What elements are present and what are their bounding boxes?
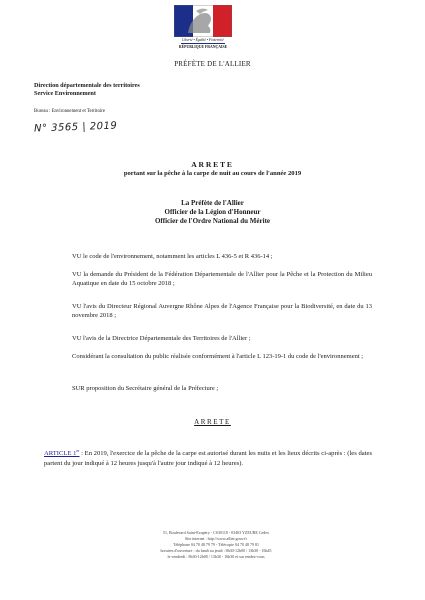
article-1-label-sup: er [76, 448, 80, 453]
direction-block [34, 82, 140, 98]
article-1-label-text: ARTICLE 1 [44, 450, 77, 458]
page-footer [96, 530, 336, 560]
bureau-line: Bureau : Environnement et Territoire [34, 109, 105, 114]
visa-paragraph: VU la demande du Président de la Fédération Départementale de l'Allier pour la Pêche et la Protection du Milieu Aquatique en date du 15 octobre 2018 ; [72, 271, 372, 287]
republic-label: RÉPUBLIQUE FRANÇAISE [178, 44, 228, 49]
document-title: ARRETE [191, 160, 234, 169]
republic-motto: Liberté • Égalité • Fraternité [182, 38, 224, 42]
logo-divider [181, 43, 225, 44]
article-1-text: : En 2019, l'exercice de la pêche de la carpe est autorisé durant les nuits et les lieux décrits ci-après : (les dates partent du jour indiqué à 12 heures jusqu'à l'autre jour indiqué à 12 heures). [44, 450, 373, 467]
considerant-paragraph: Considérant la consultation du public réalisée conformément à l'article L 123-19-1 du code de l'environnement ; [72, 353, 364, 360]
proposition-paragraph: SUR proposition du Secrétaire général de la Préfecture ; [72, 385, 219, 392]
article-1-label [44, 450, 80, 457]
footer-phone: Téléphone 04 70 48 79 79 - Télécopie 04 70 48 79 81 [173, 542, 259, 547]
article-1 [44, 446, 372, 468]
republique-francaise-logo [172, 5, 234, 49]
prefet-name: La Préfète de l'Allier [181, 199, 244, 207]
prefet-honour-2: Officier de l'Ordre National du Mérite [154, 217, 271, 225]
arrete-heading: ARRETE [194, 418, 231, 426]
visa-paragraph: VU le code de l'environnement, notamment les articles L 436-5 et R 436-14 ; [72, 253, 273, 260]
document-subtitle: portant sur la pêche à la carpe de nuit au cours de l'année 2019 [123, 170, 302, 177]
service-name: Service Environnement [34, 90, 96, 97]
prefet-titles [0, 199, 425, 226]
prefet-honour-1: Officier de la Légion d'Honneur [164, 208, 261, 216]
footer-address: 51, Boulevard Saint-Exupéry - CS30110 - 03403 YZEURE Cedex [162, 530, 270, 535]
footer-hours-week: horaires d'ouverture : du lundi au jeudi : 8h30-12h00 / 13h30 - 16h45 [160, 548, 272, 553]
footer-website: Site internet : http://www.allier.gouv.fr [185, 536, 247, 541]
visa-paragraph: VU l'avis du Directeur Régional Auvergne Rhône Alpes de l'Agence Française pour la Biodiversité, en date du 13 novembre 2018 ; [72, 303, 372, 319]
prefecture-heading: PRÉFÈTE DE L'ALLIER [174, 60, 251, 68]
footer-hours-friday: le vendredi : 8h30-12h00 / 13h30 - 16h30 et sur rendez-vous [167, 554, 265, 559]
direction-name: Direction départementale des territoires [34, 82, 140, 89]
marianne-icon [174, 5, 232, 37]
visa-paragraph: VU l'avis de la Directrice Départementale des Territoires de l'Allier ; [72, 335, 251, 342]
handwritten-reference-number: N° 3565 | 2019 [33, 120, 118, 135]
